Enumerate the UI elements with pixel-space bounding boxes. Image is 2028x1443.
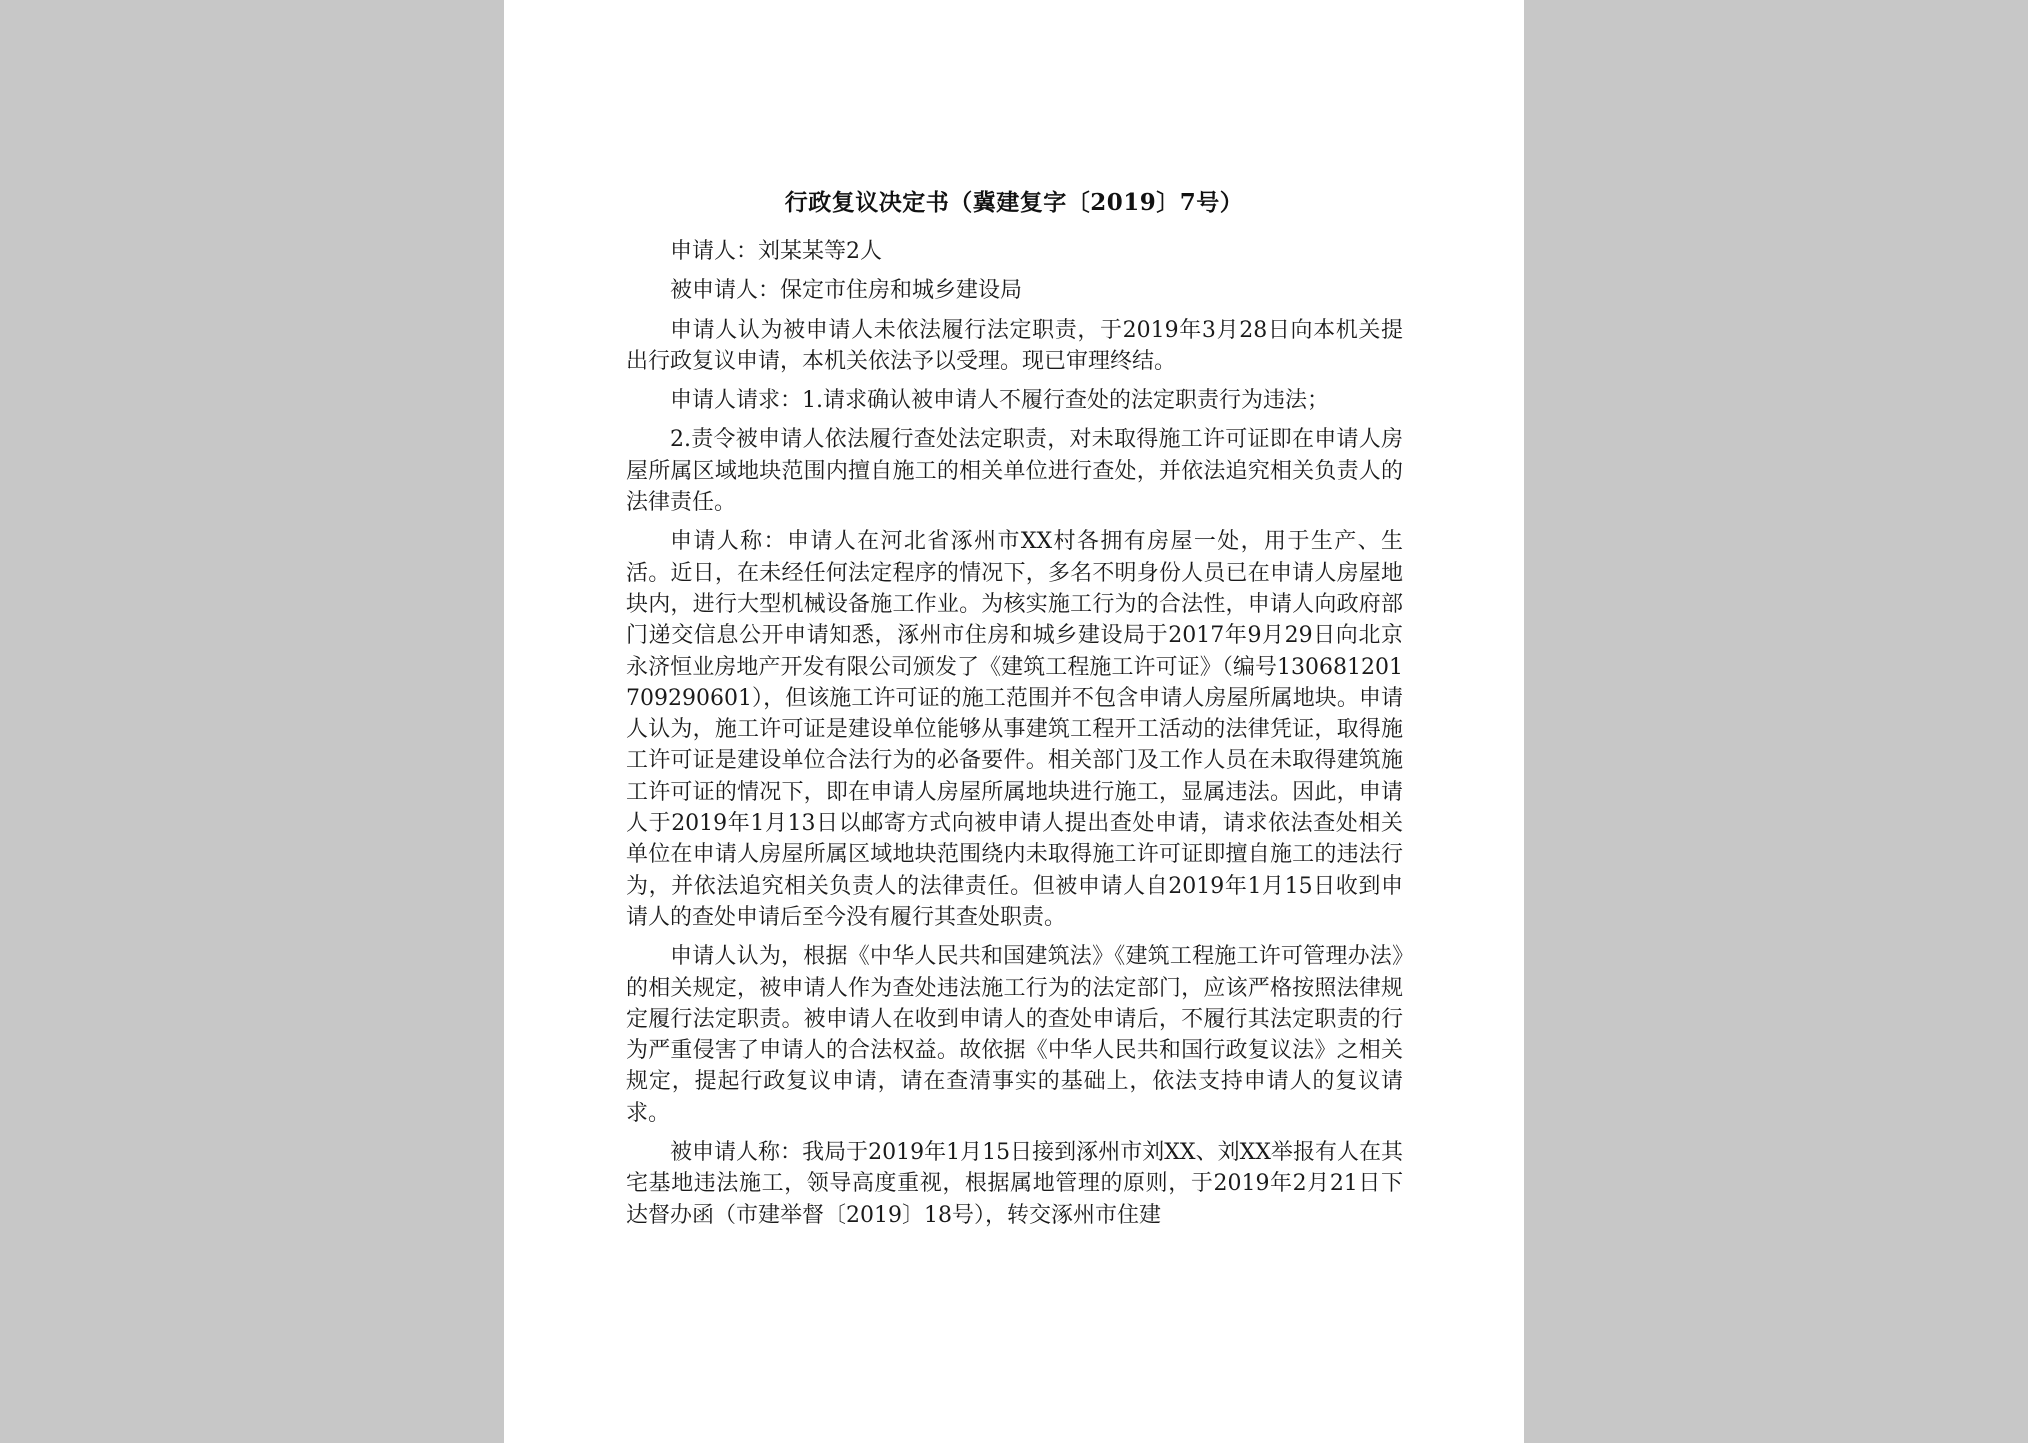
- document-title: 行政复议决定书（冀建复字〔2019〕7号）: [784, 189, 1244, 216]
- case-intro-paragraph: 申请人认为被申请人未依法履行法定职责，于2019年3月28日向本机关提出行政复议申请，本机关依法予以受理。现已审理终结。: [626, 317, 1403, 374]
- applicant-opinion-paragraph: 申请人认为，根据《中华人民共和国建筑法》《建筑工程施工许可管理办法》的相关规定，被申请人作为查处违法施工行为的法定部门，应该严格按照法律规定履行法定职责。被申请人在收到申请人的查处申请后，不履行其法定职责的行为严重侵害了申请人的合法权益。故依据《中华人民共和国行政复议法》之相关规定，提起行政复议申请，请在查清事实的基础上，依法支持申请人的复议请求。: [626, 944, 1403, 1126]
- applicant-statement-paragraph: 申请人称：申请人在河北省涿州市XX村各拥有房屋一处，用于生产、生活。近日，在未经任何法定程序的情况下，多名不明身份人员已在申请人房屋地块内，进行大型机械设备施工作业。为核实施工行为的合法性，申请人向政府部门递交信息公开申请知悉，涿州市住房和城乡建设局于2017年9月29日向北京永济恒业房地产开发有限公司颁发了《建筑工程施工许可证》（编号130681201709290601），但该施工许可证的施工范围并不包含申请人房屋所属地块。申请人认为，施工许可证是建设单位能够从事建筑工程开工活动的法律凭证，取得施工许可证是建设单位合法行为的必备要件。相关部门及工作人员在未取得建筑施工许可证的情况下，即在申请人房屋所属地块进行施工，显属违法。因此，申请人于2019年1月13日以邮寄方式向被申请人提出查处申请，请求依法查处相关单位在申请人房屋所属区域地块范围绕内未取得施工许可证即擅自施工的违法行为，并依法追究相关负责人的法律责任。但被申请人自2019年1月15日收到申请人的查处申请后至今没有履行其查处职责。: [626, 529, 1403, 930]
- applicant-line: 申请人：刘某某等2人: [670, 239, 882, 264]
- respondent-line: 被申请人：保定市住房和城乡建设局: [670, 278, 1023, 304]
- document-page: [504, 0, 1524, 1443]
- document-body: [626, 236, 1403, 1239]
- request-item-2: 2.责令被申请人依法履行查处法定职责，对未取得施工许可证即在申请人房屋所属区域地块范围内擅自施工的相关单位进行查处，并依法追究相关负责人的法律责任。: [626, 427, 1403, 516]
- request-item-1: 申请人请求：1.请求确认被申请人不履行查处的法定职责行为违法；: [670, 388, 1329, 414]
- respondent-statement-paragraph: 被申请人称：我局于2019年1月15日接到涿州市刘XX、刘XX举报有人在其宅基地违法施工，领导高度重视，根据属地管理的原则，于2019年2月21日下达督办函（市建举督〔2019〕18号），转交涿州市住建: [626, 1140, 1403, 1228]
